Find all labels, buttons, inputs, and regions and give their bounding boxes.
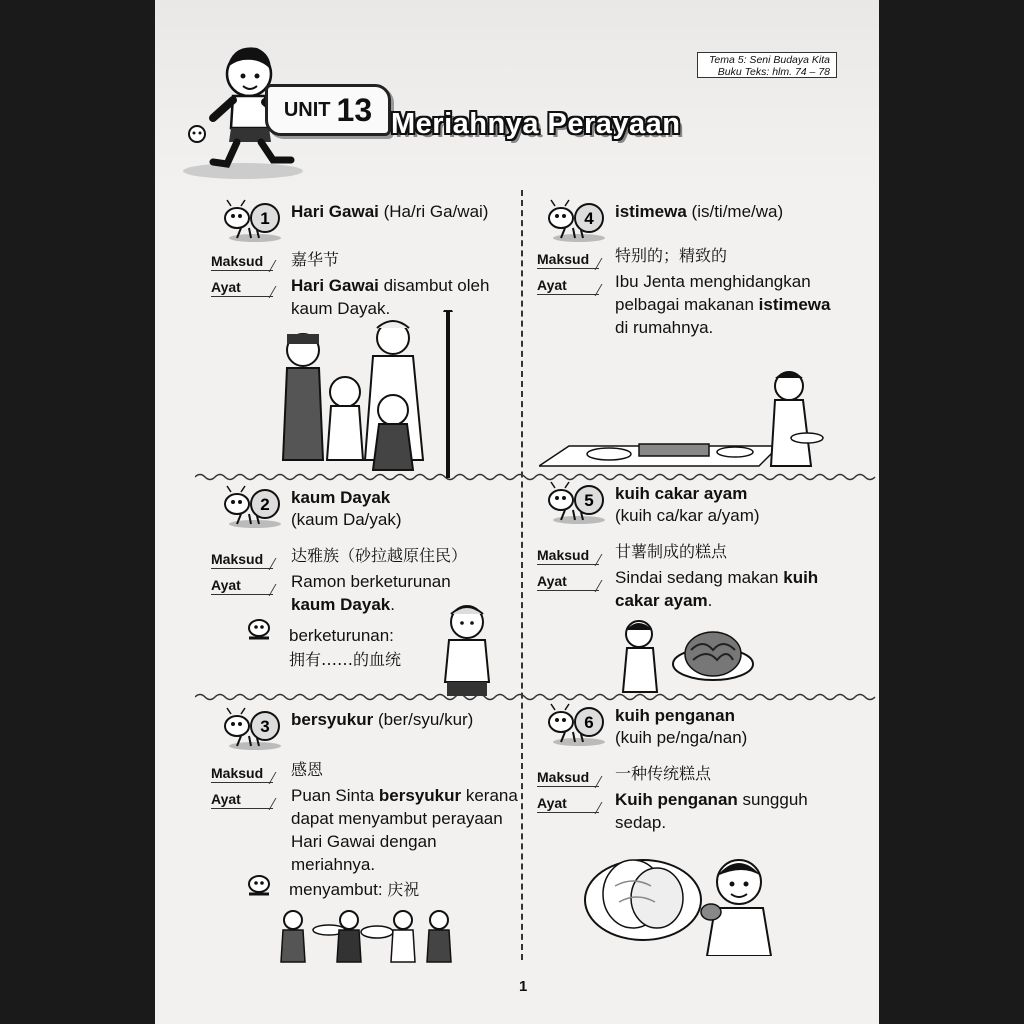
entry-1-word: Hari Gawai [291,202,379,221]
entry-5-sentence: Sindai sedang makan kuih cakar ayam. [615,568,819,610]
entry-2-meaning: 达雅族（砂拉越原住民） [291,546,468,565]
theme-line: Tema 5: Seni Budaya Kita [708,54,830,66]
entry-2-sentence: Ramon berketurunan kaum Dayak. [291,572,451,614]
entry-3-sentence: Puan Sinta bersyukur kerana dapat menyambut perayaan Hari Gawai dengan meriahnya. [291,786,518,874]
entry-3-meaning: 感恩 [291,760,324,779]
entry-1-heading [215,198,488,242]
entry-6-heading [539,702,747,749]
entry-1-meaning: 嘉华节 [291,250,340,269]
dayak-boy-illustration [431,598,503,698]
entry-1-word-line [291,201,488,223]
worksheet-page [155,0,879,1024]
entry-2-word: kaum Dayak [291,488,391,507]
ant-note-icon [243,872,275,900]
page-title: Meriahnya Perayaan [391,108,681,140]
entry-4-meaning: 特别的；精致的 [615,246,728,265]
entry-number: 4 [584,209,594,228]
entry-2-heading [215,484,402,531]
entry-6-meaning: 一种传统糕点 [615,764,712,783]
entry-number: 2 [260,495,270,514]
page-number: 1 [519,978,528,995]
maksud-label: Maksud [211,764,273,783]
entry-2-note-word: berketurunan: [289,626,394,645]
entry-3-word: bersyukur [291,710,374,729]
entry-2-word-line [291,487,402,531]
dayak-family-illustration [273,310,473,478]
entry-6-syllables: (kuih pe/nga/nan) [615,728,748,747]
ant-number-badge-icon [215,484,285,528]
ayat-label: Ayat [211,576,273,595]
column-divider [521,190,523,960]
entry-3-word-line [291,709,473,731]
maksud-label: Maksud [537,768,599,787]
entry-3-note-meaning: 庆祝 [387,880,420,899]
entry-number: 1 [260,209,270,228]
entry-5-syllables: (kuih ca/kar a/yam) [615,506,760,525]
unit-label: UNIT [283,98,331,121]
ant-number-badge-icon [215,198,285,242]
entry-4-heading [539,198,783,242]
entry-6-word: kuih penganan [615,706,735,725]
entry-5-word-line [615,483,760,527]
ayat-label: Ayat [537,794,599,813]
entry-4-word: istimewa [615,202,687,221]
food-table-illustration [539,366,829,470]
textbook-page-line: Buku Teks: hlm. 74 – 78 [717,66,830,78]
girl-eating-kuih-illustration [617,614,757,694]
unit-signboard [265,84,391,136]
maksud-label: Maksud [537,546,599,565]
entry-3-heading [215,706,473,750]
entry-2-note-meaning: 拥有……的血统 [289,650,402,669]
celebration-dancers-illustration [273,904,463,966]
entry-number: 3 [260,717,270,736]
ant-number-badge-icon [539,702,609,746]
entry-6-word-line [615,705,747,749]
row-divider-2 [195,692,879,702]
ayat-label: Ayat [211,278,273,297]
maksud-label: Maksud [211,252,273,271]
entry-1-syllables: (Ha/ri Ga/wai) [383,202,489,221]
entry-4-syllables: (is/ti/me/wa) [691,202,784,221]
entry-number: 6 [584,713,594,732]
ant-note-icon [243,616,275,644]
theme-reference-box [697,52,837,78]
entry-5-word: kuih cakar ayam [615,484,748,503]
unit-number: 13 [336,91,373,128]
maksud-label: Maksud [211,550,273,569]
entry-2-syllables: (kaum Da/yak) [291,510,402,529]
ant-number-badge-icon [539,480,609,524]
entry-1-sentence: Hari Gawai disambut oleh kaum Dayak. [291,276,490,318]
boy-with-kuih-penganan-illustration [583,846,793,956]
entry-5-meaning: 甘薯制成的糕点 [615,542,728,561]
entry-3-note-word: menyambut: 庆祝 [289,880,420,899]
ayat-label: Ayat [211,790,273,809]
entry-5-heading [539,480,760,527]
ayat-label: Ayat [537,276,599,295]
maksud-label: Maksud [537,250,599,269]
entry-4-word-line [615,201,783,223]
entry-number: 5 [584,491,594,510]
entry-4-sentence: Ibu Jenta menghidangkan pelbagai makanan istimewa di rumahnya. [615,272,831,337]
ayat-label: Ayat [537,572,599,591]
entry-6-sentence: Kuih penganan sungguh sedap. [615,790,808,832]
ant-number-badge-icon [539,198,609,242]
ant-number-badge-icon [215,706,285,750]
entry-3-syllables: (ber/syu/kur) [377,710,474,729]
